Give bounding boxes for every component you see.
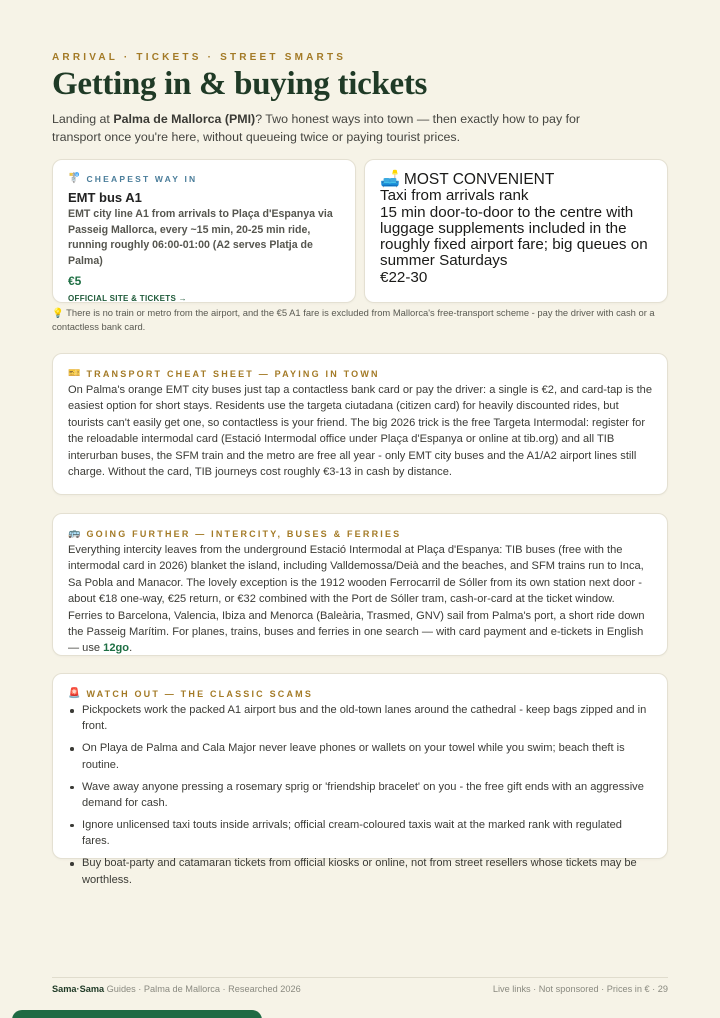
lede <box>52 110 632 146</box>
going-further-text: Everything intercity leaves from the underground Estació Intermodal at Plaça d'Espanya: TIB buses (free with the intermodal card in 2026) blanket the island, including Valldemossa/Deià and the beaches, and SFM trains run to Inca, Sa Pobla and Manacor. The lovely exception is the 1912 wooden Ferrocarril de Sóller from its own station next door - about €18 one-way, €25 return, or €32 combined with the Port de Sóller tram, cash-or-card at the ticket window. Ferries to Barcelona, Valencia, Ibiza and Menorca (Baleària, Trasmed, GNV) sail from Palma's port, a short ride down the Passeig Marítim. For planes, trains, buses and ferries in one search — with card payment and e-tickets in English — use <box>68 544 645 655</box>
scams-label: WATCH OUT — THE CLASSIC SCAMS <box>86 688 314 699</box>
cheapest-label: CHEAPEST WAY IN <box>86 173 198 184</box>
footer-right: Live links · Not sponsored · Prices in € · 29 <box>492 984 668 994</box>
ticket-icon: 🎫 <box>68 368 81 379</box>
tip-note <box>52 306 668 334</box>
convenient-label: MOST CONVENIENT <box>403 171 555 188</box>
scams-label-row <box>68 688 652 699</box>
cheapest-desc: EMT city line A1 from arrivals to Plaça d'Espanya via Passeig Mallorca, every ~15 min, 20-25 min ride, running roughly 06:00-01:00 (A2 serves Platja de Palma) <box>68 208 333 267</box>
list-item: Buy boat-party and catamaran tickets from official kiosks or online, not from street resellers whose tickets may be worthless. <box>68 855 652 888</box>
going-further-body <box>68 542 652 657</box>
cheat-sheet-body: On Palma's orange EMT city buses just tap a contactless bank card or pay the driver: a single is €2, and card-tap is the easiest option for short stays. Residents use the targeta ciutadana (citizen card) for heavily discounted rides, but tourists can't easily get one, so contactless is your friend. The big 2026 trick is the free Targeta Intermodal: register for the reloadable intermodal card (Estació Intermodal office under Plaça d'Espanya or online at tib.org) and all TIB interurban buses, the SFM train and the metro are free all year - only EMT city buses and the A1/A2 airport lines still charge. Without the card, TIB journeys cost roughly €3-13 in cash by distance. <box>68 384 653 479</box>
couch-icon: 🛋️ <box>380 171 400 188</box>
12go-link[interactable]: 12go <box>103 642 130 655</box>
lede-before: Landing at <box>52 112 114 126</box>
floating-action-button[interactable] <box>12 1010 262 1018</box>
page-title: Getting in & buying tickets <box>52 66 428 102</box>
list-item: Wave away anyone pressing a rosemary sprig or 'friendship bracelet' on you - the free gift ends with an aggressive demand for cash. <box>68 779 652 812</box>
list-item: On Playa de Palma and Cala Major never leave phones or wallets on your towel while you swim; beach theft is routine. <box>68 740 652 773</box>
cheapest-label-row <box>68 173 340 184</box>
cheat-sheet-label-row <box>68 368 652 379</box>
scams-card <box>52 673 668 886</box>
going-further-label: GOING FURTHER — INTERCITY, BUSES & FERRIES <box>86 528 402 539</box>
bus-icon: 🚌 <box>68 528 81 539</box>
tip-text: There is no train or metro from the airport, and the €5 A1 fare is excluded from Mallorca's free-transport scheme - pay the driver with cash or a contactless bank card. <box>52 307 655 332</box>
eyebrow: ARRIVAL · TICKETS · STREET SMARTS <box>52 52 347 63</box>
cheat-sheet-card <box>52 353 668 495</box>
cheat-sheet-label: TRANSPORT CHEAT SHEET — PAYING IN TOWN <box>86 368 380 379</box>
footer-brand: Sama·Sama <box>52 984 105 994</box>
footer <box>52 977 668 994</box>
cheapest-price: €5 <box>68 274 82 288</box>
convenient-label-row <box>380 172 652 188</box>
footer-left-text: Guides · Palma de Mallorca · Researched 2026 <box>104 984 301 994</box>
scams-list <box>68 702 652 888</box>
cheapest-heading: EMT bus A1 <box>68 190 142 205</box>
official-site-link[interactable]: OFFICIAL SITE & TICKETS → <box>68 294 187 303</box>
list-item: Pickpockets work the packed A1 airport bus and the old-town lanes around the cathedral - keep bags zipped and in front. <box>68 702 652 735</box>
lede-after: ? Two honest ways into town — then exactly how to pay for transport once you're here, without queueing twice or paying tourist prices. <box>52 112 581 144</box>
list-item: Ignore unlicensed taxi touts inside arrivals; official cream-coloured taxis wait at the marked rank with regulated fares. <box>68 817 652 850</box>
lede-airport: Palma de Mallorca (PMI) <box>113 112 256 126</box>
convenient-desc: 15 min door-to-door to the centre with luggage supplements included in the roughly fixed airport fare; big queues on summer Saturdays <box>380 203 648 270</box>
lightbulb-icon: 💡 <box>52 307 64 318</box>
going-further-label-row <box>68 528 652 539</box>
footer-left <box>52 984 301 994</box>
siren-icon: 🚨 <box>68 688 81 699</box>
convenient-card <box>364 159 668 303</box>
going-further-card <box>52 513 668 656</box>
going-further-end: . <box>129 642 133 655</box>
convenient-price: €22-30 <box>380 268 428 286</box>
cheapest-card <box>52 159 356 303</box>
convenient-heading: Taxi from arrivals rank <box>380 187 529 205</box>
bus-stop-sign-icon: 🚏 <box>68 173 81 184</box>
